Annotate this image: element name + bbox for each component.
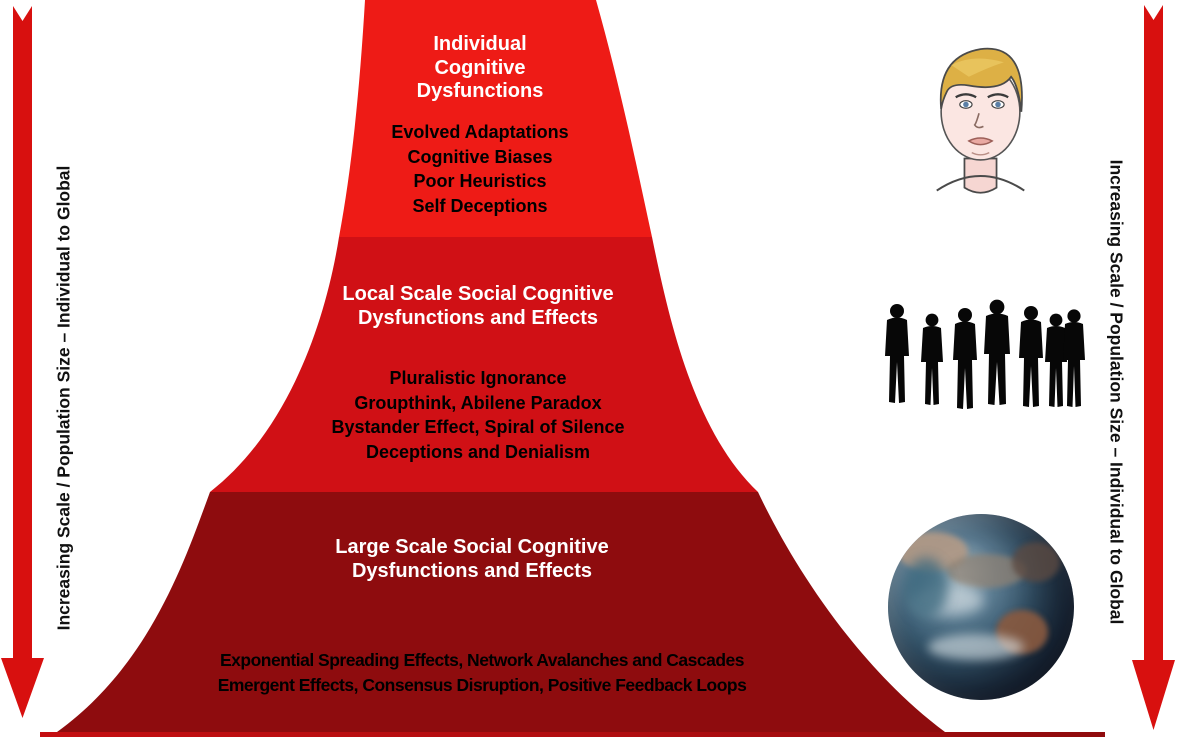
list-item: Emergent Effects, Consensus Disruption, Positive Feedback Loops xyxy=(217,675,747,695)
list-item: Poor Heuristics xyxy=(413,171,547,191)
list-item: Exponential Spreading Effects, Network Avalanches and Cascades xyxy=(220,650,744,670)
tier3-title: Large Scale Social Cognitive Dysfunctions and Effects xyxy=(335,536,609,582)
left-down-arrow-icon xyxy=(1,6,44,718)
tier3-items xyxy=(142,648,822,698)
bottom-strip xyxy=(40,732,1105,737)
earth-clouds xyxy=(928,634,1024,660)
right-axis-label: Increasing Scale / Population Size – Individual to Global xyxy=(1106,159,1127,625)
tier1-items xyxy=(320,120,640,218)
list-item: Deceptions and Denialism xyxy=(365,441,591,462)
woman-face-icon xyxy=(893,33,1068,211)
list-item: Self Deceptions xyxy=(412,195,548,216)
earth-globe-icon xyxy=(888,514,1074,700)
tier2-items xyxy=(268,366,688,464)
right-down-arrow-icon xyxy=(1132,5,1175,730)
people-group-icon xyxy=(876,286,1086,442)
tier1-title: Individual Cognitive Dysfunctions xyxy=(416,33,544,102)
earth-landmass xyxy=(1012,542,1060,582)
list-item: Bystander Effect, Spiral of Silence xyxy=(331,417,625,437)
list-item: Groupthink, Abilene Paradox xyxy=(354,392,602,413)
list-item: Pluralistic Ignorance xyxy=(389,368,567,388)
left-axis-label: Increasing Scale / Population Size – Individual to Global xyxy=(53,165,74,631)
list-item: Cognitive Biases xyxy=(407,146,553,167)
earth-ocean xyxy=(904,558,948,618)
list-item: Evolved Adaptations xyxy=(391,122,569,142)
tier2-title: Local Scale Social Cognitive Dysfunctions and Effects xyxy=(342,283,614,329)
